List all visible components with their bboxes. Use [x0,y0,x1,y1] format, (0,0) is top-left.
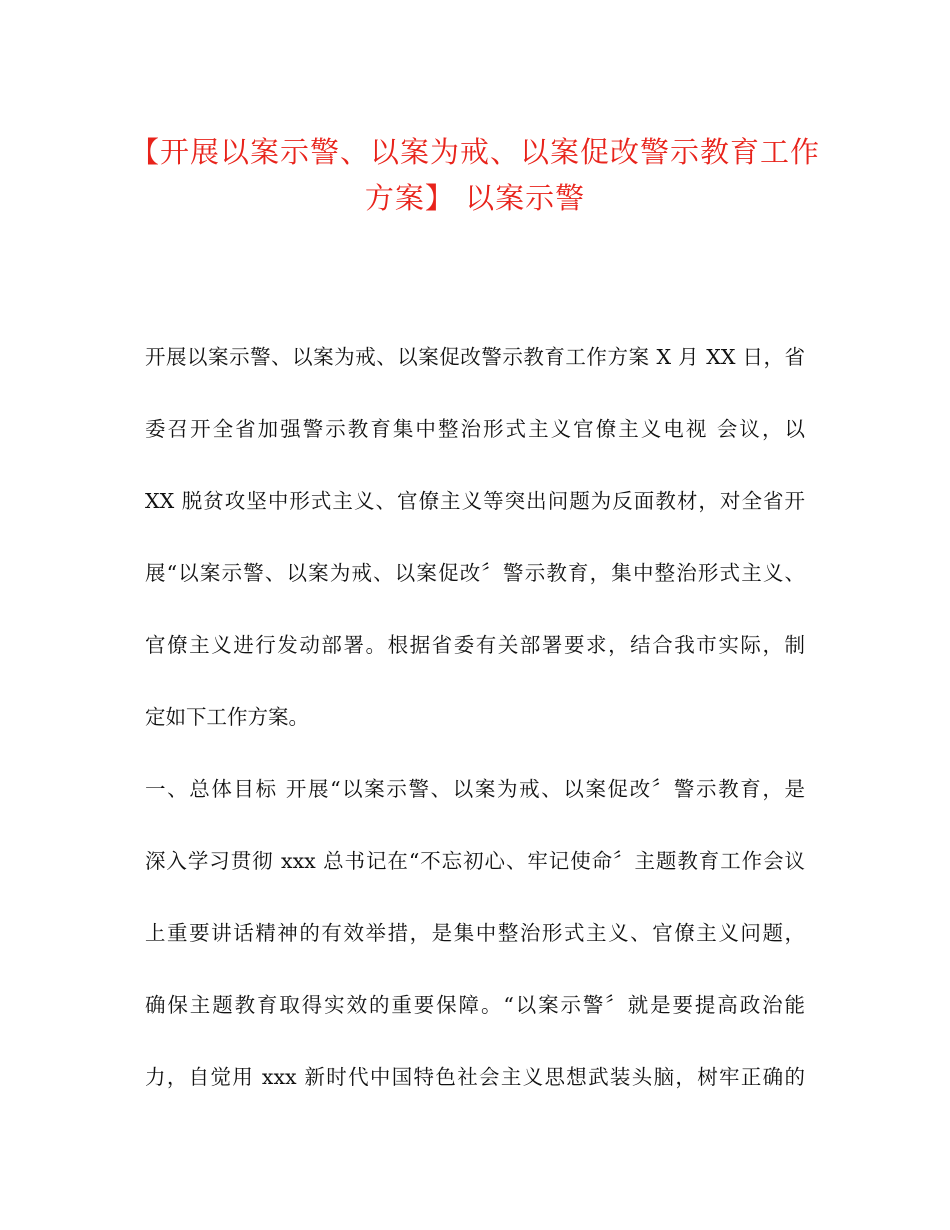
body-text-line: XX 脱贫攻坚中形式主义、官僚主义等突出问题为反面教材，对全省开 [145,489,805,513]
body-text-line: 官僚主义进行发动部署。根据省委有关部署要求，结合我市实际，制 [145,633,805,657]
body-text-line: 一、总体目标 开展“以案示警、以案为戒、以案促改〞警示教育，是 [145,777,805,801]
body-text-line: 委召开全省加强警示教育集中整治形式主义官僚主义电视 会议，以 [145,417,805,441]
body-text-line: 力，自觉用 xxx 新时代中国特色社会主义思想武装头脑，树牢正确的 [145,1065,805,1089]
document-title-line-2: 方案】 以案示警 [364,181,586,215]
body-text-line: 定如下工作方案。 [145,705,309,729]
body-text-line: 展“以案示警、以案为戒、以案促改〞警示教育，集中整治形式主义、 [145,561,805,585]
body-text-line: 确保主题教育取得实效的重要保障。“以案示警〞就是要提高政治能 [145,993,805,1017]
body-text-line: 开展以案示警、以案为戒、以案促改警示教育工作方案 X 月 XX 日，省 [145,345,805,369]
document-title-line-1: 【开展以案示警、以案为戒、以案促改警示教育工作 [129,135,820,169]
body-text-line: 上重要讲话精神的有效举措，是集中整治形式主义、官僚主义问题， [145,921,805,945]
body-text-line: 深入学习贯彻 xxx 总书记在“不忘初心、牢记使命〞主题教育工作会议 [145,849,805,873]
